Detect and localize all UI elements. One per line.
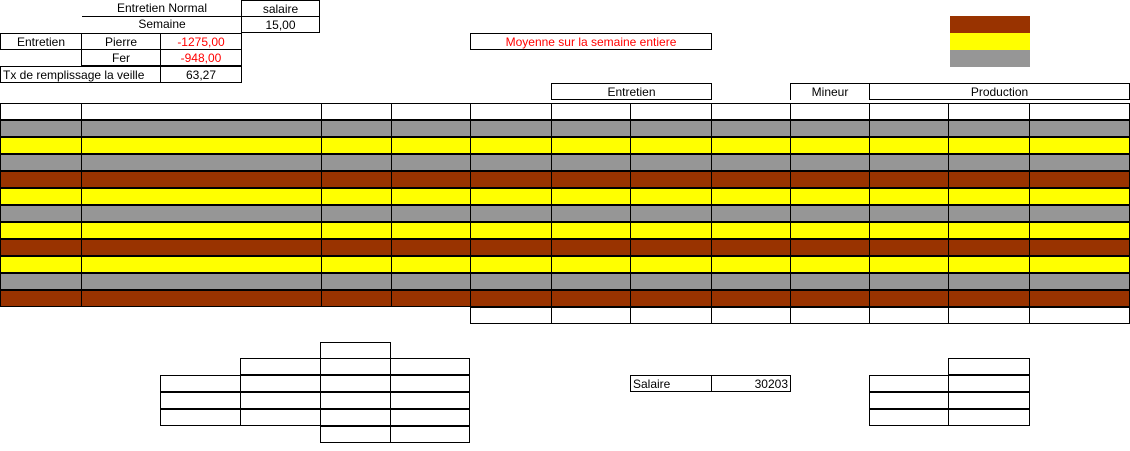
row-5-n[interactable] <box>0 188 82 205</box>
row-8-ferp[interactable] <box>948 239 1030 256</box>
label-salaire-total[interactable]: Salaire <box>630 375 712 392</box>
recettes-label-2[interactable] <box>869 409 949 426</box>
row-6-ferp[interactable] <box>948 205 1030 222</box>
label-salaire[interactable]: salaire <box>241 0 320 17</box>
col-header-niveau[interactable] <box>391 103 471 120</box>
row-5-pierre[interactable] <box>551 188 631 205</box>
row-4-sem[interactable] <box>790 171 870 188</box>
summary-remp-0[interactable] <box>390 375 470 392</box>
row-7-pierp[interactable] <box>1029 222 1130 239</box>
row-4-pierp[interactable] <box>1029 171 1130 188</box>
row-7-loc[interactable] <box>81 222 322 239</box>
label-tx-remplissage[interactable]: Tx de remplissage la veille <box>0 66 161 83</box>
label-pierre[interactable]: Pierre <box>81 33 161 50</box>
group-mineur[interactable]: Mineur <box>790 83 870 100</box>
row-7-mmax[interactable] <box>711 222 791 239</box>
row-9-rend[interactable] <box>470 256 552 273</box>
recettes-label-0[interactable] <box>869 375 949 392</box>
row-2-mmax[interactable] <box>711 137 791 154</box>
row-2-ferp[interactable] <box>948 137 1030 154</box>
row-9-mmax[interactable] <box>711 256 791 273</box>
summary-mmax-0[interactable] <box>240 375 321 392</box>
row-5-mmax[interactable] <box>711 188 791 205</box>
row-1-niveau[interactable] <box>391 120 471 137</box>
col-header-mmax[interactable] <box>711 103 791 120</box>
summary-label-2[interactable] <box>160 409 241 426</box>
row-8-or[interactable] <box>869 239 949 256</box>
row-3-mmax[interactable] <box>711 154 791 171</box>
row-8-mmax[interactable] <box>711 239 791 256</box>
summary-sem-2[interactable] <box>320 409 391 426</box>
row-7-sem[interactable] <box>790 222 870 239</box>
row-7-rend[interactable] <box>470 222 552 239</box>
legend-swatch-2[interactable] <box>950 50 1030 67</box>
legend-label-0[interactable] <box>1030 16 1130 33</box>
col-header-rend[interactable] <box>470 103 552 120</box>
row-10-fer[interactable] <box>630 273 712 290</box>
row-8-rend[interactable] <box>470 239 552 256</box>
row-11-pierre[interactable] <box>551 290 631 307</box>
row-4-mmax[interactable] <box>711 171 791 188</box>
col-header-fer[interactable] <box>630 103 712 120</box>
summary-total-label[interactable] <box>320 426 391 443</box>
row-7-type[interactable] <box>321 222 392 239</box>
row-10-pierre[interactable] <box>551 273 631 290</box>
row-11-type[interactable] <box>321 290 392 307</box>
label-entretien-normal[interactable]: Entretien Normal <box>82 0 242 17</box>
group-production[interactable]: Production <box>869 83 1130 100</box>
row-9-pierp[interactable] <box>1029 256 1130 273</box>
row-5-loc[interactable] <box>81 188 322 205</box>
row-1-ferp[interactable] <box>948 120 1030 137</box>
row-4-pierre[interactable] <box>551 171 631 188</box>
row-4-fer[interactable] <box>630 171 712 188</box>
row-3-sem[interactable] <box>790 154 870 171</box>
row-2-pierre[interactable] <box>551 137 631 154</box>
row-1-sem[interactable] <box>790 120 870 137</box>
summary-label-1[interactable] <box>160 392 241 409</box>
row-5-ferp[interactable] <box>948 188 1030 205</box>
totals-label[interactable] <box>470 307 552 324</box>
row-6-or[interactable] <box>869 205 949 222</box>
row-4-ferp[interactable] <box>948 171 1030 188</box>
summary-mmax-1[interactable] <box>240 392 321 409</box>
row-9-fer[interactable] <box>630 256 712 273</box>
group-entretien[interactable]: Entretien <box>551 83 712 100</box>
row-1-fer[interactable] <box>630 120 712 137</box>
recettes-header[interactable] <box>948 358 1030 375</box>
row-9-type[interactable] <box>321 256 392 273</box>
col-header-or[interactable] <box>869 103 949 120</box>
row-6-pierp[interactable] <box>1029 205 1130 222</box>
row-11-or[interactable] <box>869 290 949 307</box>
col-header-ferp[interactable] <box>948 103 1030 120</box>
row-5-fer[interactable] <box>630 188 712 205</box>
row-2-or[interactable] <box>869 137 949 154</box>
row-7-ferp[interactable] <box>948 222 1030 239</box>
row-3-ferp[interactable] <box>948 154 1030 171</box>
summary-label-0[interactable] <box>160 375 241 392</box>
row-6-fer[interactable] <box>630 205 712 222</box>
summary-header-mmax[interactable] <box>240 358 321 375</box>
row-3-pierre[interactable] <box>551 154 631 171</box>
row-1-mmax[interactable] <box>711 120 791 137</box>
row-3-or[interactable] <box>869 154 949 171</box>
row-3-pierp[interactable] <box>1029 154 1130 171</box>
row-10-ferp[interactable] <box>948 273 1030 290</box>
row-8-loc[interactable] <box>81 239 322 256</box>
row-6-type[interactable] <box>321 205 392 222</box>
label-semaine[interactable]: Semaine <box>138 17 186 31</box>
summary-header-remp[interactable] <box>390 358 470 375</box>
recettes-value-2[interactable] <box>948 409 1030 426</box>
row-11-rend[interactable] <box>470 290 552 307</box>
totals-sem[interactable] <box>790 307 870 324</box>
row-9-n[interactable] <box>0 256 82 273</box>
row-3-rend[interactable] <box>470 154 552 171</box>
totals-ferp[interactable] <box>948 307 1030 324</box>
row-11-ferp[interactable] <box>948 290 1030 307</box>
row-2-type[interactable] <box>321 137 392 154</box>
row-1-loc[interactable] <box>81 120 322 137</box>
totals-mmax[interactable] <box>711 307 791 324</box>
row-10-or[interactable] <box>869 273 949 290</box>
row-10-type[interactable] <box>321 273 392 290</box>
row-11-pierp[interactable] <box>1029 290 1130 307</box>
row-7-pierre[interactable] <box>551 222 631 239</box>
row-6-sem[interactable] <box>790 205 870 222</box>
legend-label-1[interactable] <box>1030 33 1130 50</box>
row-10-mmax[interactable] <box>711 273 791 290</box>
row-2-loc[interactable] <box>81 137 322 154</box>
row-3-type[interactable] <box>321 154 392 171</box>
totals-pierre[interactable] <box>551 307 631 324</box>
summary-header-mineur[interactable] <box>320 342 391 359</box>
row-7-niveau[interactable] <box>391 222 471 239</box>
col-header-loc[interactable] <box>81 103 322 120</box>
row-1-rend[interactable] <box>470 120 552 137</box>
recettes-value-1[interactable] <box>948 392 1030 409</box>
semaine-value[interactable]: 15,00 <box>241 16 320 33</box>
row-4-type[interactable] <box>321 171 392 188</box>
row-1-n[interactable] <box>0 120 82 137</box>
row-5-type[interactable] <box>321 188 392 205</box>
entretien-pierre-value[interactable]: -1275,00 <box>160 33 242 50</box>
row-4-n[interactable] <box>0 171 82 188</box>
summary-header-sem[interactable] <box>320 358 391 375</box>
label-moyenne[interactable]: Moyenne sur la semaine entiere <box>470 33 712 50</box>
row-2-sem[interactable] <box>790 137 870 154</box>
row-8-type[interactable] <box>321 239 392 256</box>
row-9-pierre[interactable] <box>551 256 631 273</box>
col-header-n[interactable] <box>0 103 82 120</box>
row-5-niveau[interactable] <box>391 188 471 205</box>
row-11-n[interactable] <box>0 290 82 307</box>
row-5-sem[interactable] <box>790 188 870 205</box>
legend-swatch-1[interactable] <box>950 33 1030 50</box>
recettes-value-0[interactable] <box>948 375 1030 392</box>
row-8-n[interactable] <box>0 239 82 256</box>
row-7-or[interactable] <box>869 222 949 239</box>
row-2-rend[interactable] <box>470 137 552 154</box>
row-2-niveau[interactable] <box>391 137 471 154</box>
row-4-niveau[interactable] <box>391 171 471 188</box>
row-5-pierp[interactable] <box>1029 188 1130 205</box>
row-3-n[interactable] <box>0 154 82 171</box>
legend-swatch-0[interactable] <box>950 16 1030 33</box>
label-entretien[interactable]: Entretien <box>0 33 82 50</box>
row-1-pierp[interactable] <box>1029 120 1130 137</box>
row-10-pierp[interactable] <box>1029 273 1130 290</box>
row-7-n[interactable] <box>0 222 82 239</box>
row-3-fer[interactable] <box>630 154 712 171</box>
totals-fer[interactable] <box>630 307 712 324</box>
row-6-rend[interactable] <box>470 205 552 222</box>
row-10-rend[interactable] <box>470 273 552 290</box>
legend-label-2[interactable] <box>1030 50 1130 67</box>
col-header-type[interactable] <box>321 103 392 120</box>
col-header-pierp[interactable] <box>1029 103 1130 120</box>
row-6-loc[interactable] <box>81 205 322 222</box>
row-2-n[interactable] <box>0 137 82 154</box>
row-9-or[interactable] <box>869 256 949 273</box>
row-10-sem[interactable] <box>790 273 870 290</box>
summary-remp-2[interactable] <box>390 409 470 426</box>
row-6-mmax[interactable] <box>711 205 791 222</box>
row-10-niveau[interactable] <box>391 273 471 290</box>
row-11-niveau[interactable] <box>391 290 471 307</box>
row-4-loc[interactable] <box>81 171 322 188</box>
row-6-niveau[interactable] <box>391 205 471 222</box>
recettes-label-1[interactable] <box>869 392 949 409</box>
entretien-fer-value[interactable]: -948,00 <box>160 49 242 66</box>
col-header-pierre[interactable] <box>551 103 631 120</box>
salaire-total-value[interactable]: 30203 <box>711 375 791 392</box>
row-4-rend[interactable] <box>470 171 552 188</box>
row-3-niveau[interactable] <box>391 154 471 171</box>
summary-sem-0[interactable] <box>320 375 391 392</box>
tx-remplissage-value[interactable]: 63,27 <box>160 66 242 83</box>
row-11-sem[interactable] <box>790 290 870 307</box>
row-8-sem[interactable] <box>790 239 870 256</box>
row-10-loc[interactable] <box>81 273 322 290</box>
row-9-sem[interactable] <box>790 256 870 273</box>
totals-pierp[interactable] <box>1029 307 1130 324</box>
row-9-ferp[interactable] <box>948 256 1030 273</box>
row-5-or[interactable] <box>869 188 949 205</box>
row-8-fer[interactable] <box>630 239 712 256</box>
summary-mmax-2[interactable] <box>240 409 321 426</box>
row-2-fer[interactable] <box>630 137 712 154</box>
row-3-loc[interactable] <box>81 154 322 171</box>
row-2-pierp[interactable] <box>1029 137 1130 154</box>
label-fer[interactable]: Fer <box>81 49 161 66</box>
row-9-loc[interactable] <box>81 256 322 273</box>
row-7-fer[interactable] <box>630 222 712 239</box>
row-11-fer[interactable] <box>630 290 712 307</box>
col-header-sem[interactable] <box>790 103 870 120</box>
summary-sem-1[interactable] <box>320 392 391 409</box>
summary-remp-1[interactable] <box>390 392 470 409</box>
row-10-n[interactable] <box>0 273 82 290</box>
row-8-pierre[interactable] <box>551 239 631 256</box>
row-1-type[interactable] <box>321 120 392 137</box>
row-11-loc[interactable] <box>81 290 322 307</box>
row-6-pierre[interactable] <box>551 205 631 222</box>
row-8-niveau[interactable] <box>391 239 471 256</box>
row-6-n[interactable] <box>0 205 82 222</box>
row-8-pierp[interactable] <box>1029 239 1130 256</box>
row-9-niveau[interactable] <box>391 256 471 273</box>
row-4-or[interactable] <box>869 171 949 188</box>
summary-total-value[interactable] <box>390 426 470 443</box>
row-5-rend[interactable] <box>470 188 552 205</box>
totals-or[interactable] <box>869 307 949 324</box>
row-1-or[interactable] <box>869 120 949 137</box>
row-11-mmax[interactable] <box>711 290 791 307</box>
row-1-pierre[interactable] <box>551 120 631 137</box>
